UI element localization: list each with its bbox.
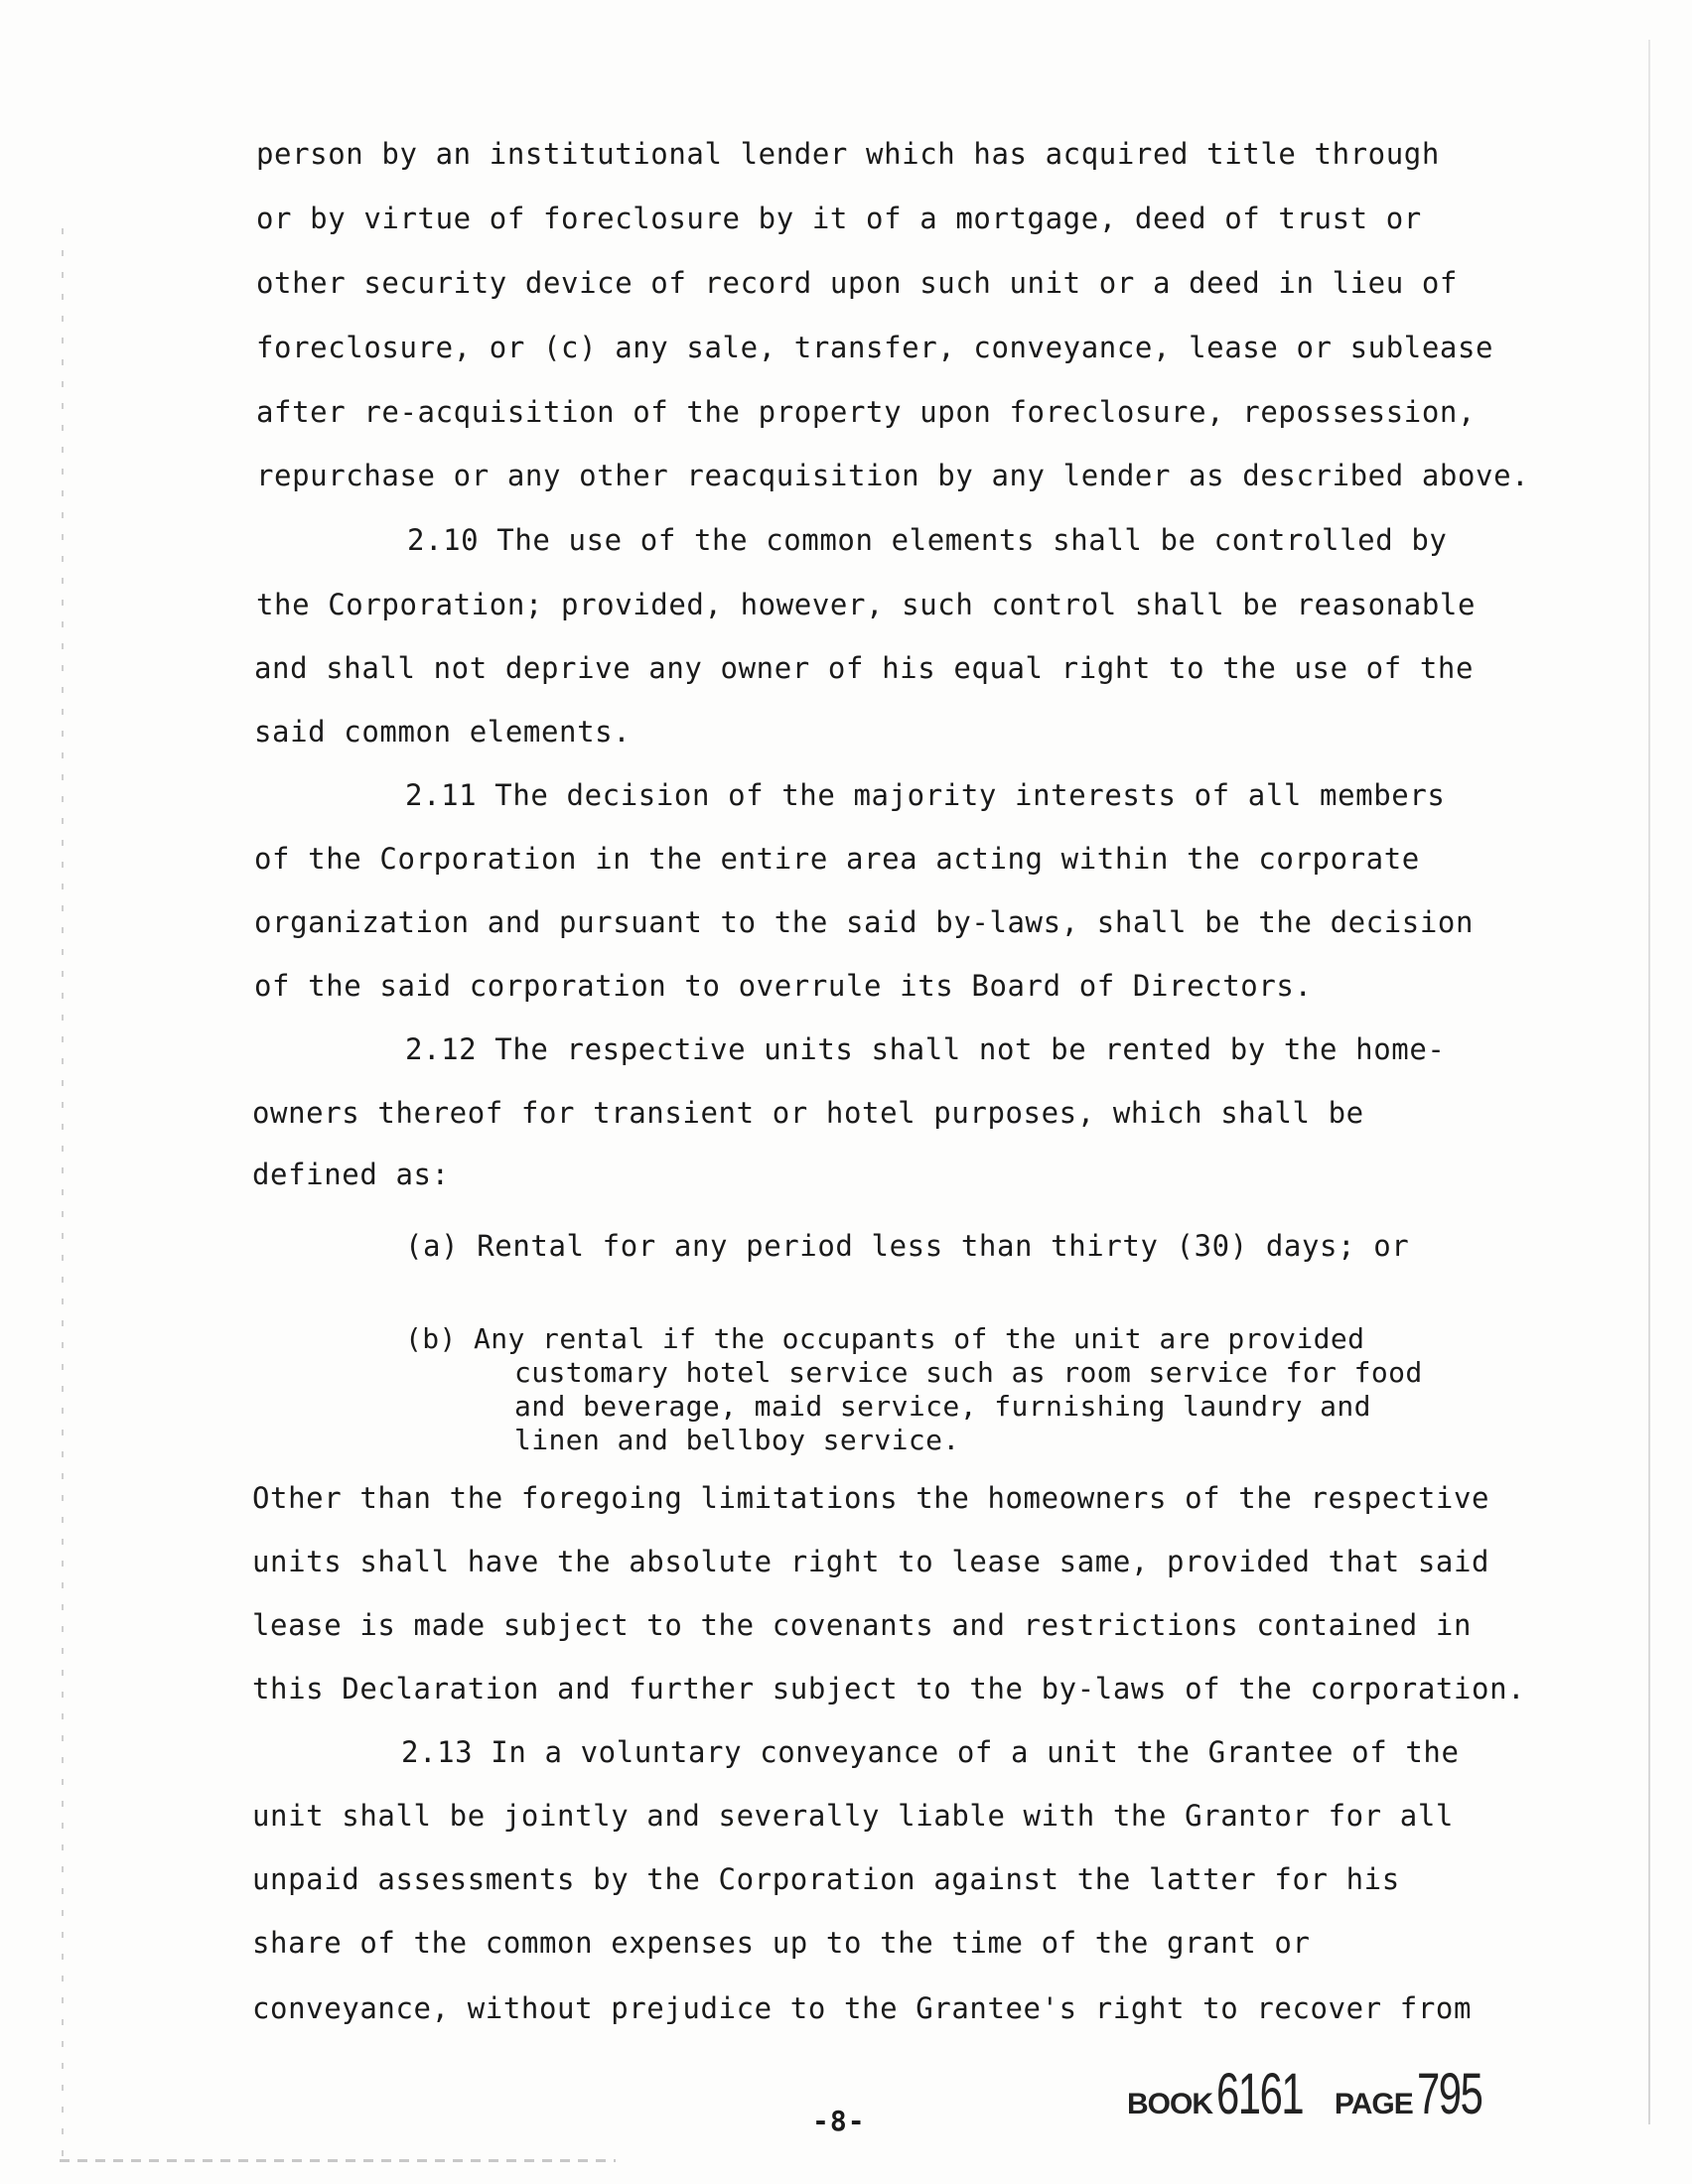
scan-edge-right (1648, 40, 1650, 2124)
stamp-page-label: PAGE (1334, 2088, 1413, 2120)
scan-edge-left (62, 228, 64, 2164)
text-line: this Declaration and further subject to the by-laws of the corporation. (252, 1672, 1526, 1706)
text-line: units shall have the absolute right to lease same, provided that said (252, 1545, 1490, 1578)
text-line: defined as: (252, 1158, 450, 1191)
text-line: foreclosure, or (c) any sale, transfer, conveyance, lease or sublease (256, 331, 1494, 364)
list-item-b-continuation: and beverage, maid service, furnishing laundry and (514, 1390, 1371, 1423)
text-line: person by an institutional lender which has acquired title through (256, 137, 1440, 171)
text-line: organization and pursuant to the said by-laws, shall be the decision (254, 905, 1475, 939)
list-item-b: (b) Any rental if the occupants of the unit are provided (405, 1322, 1365, 1355)
section-2-11-first-line: 2.11 The decision of the majority interests of all members (405, 778, 1446, 812)
list-item-a: (a) Rental for any period less than thirty (30) days; or (405, 1229, 1410, 1263)
section-2-13-first-line: 2.13 In a voluntary conveyance of a unit the Grantee of the (401, 1735, 1460, 1769)
recording-stamp (1127, 2061, 1507, 2127)
stamp-book-number: 6161 (1216, 2062, 1304, 2126)
text-line: unit shall be jointly and severally liable with the Grantor for all (252, 1799, 1454, 1833)
text-line: repurchase or any other reacquisition by any lender as described above. (256, 459, 1530, 492)
text-line: share of the common expenses up to the time of the grant or (252, 1926, 1311, 1960)
text-line: other security device of record upon such unit or a deed in lieu of (256, 266, 1458, 300)
text-line: the Corporation; provided, however, such control shall be reasonable (256, 588, 1477, 621)
list-item-b-continuation: customary hotel service such as room service for food (514, 1356, 1423, 1389)
list-item-b-continuation: linen and bellboy service. (514, 1424, 960, 1456)
text-line: after re-acquisition of the property upon foreclosure, repossession, (256, 395, 1477, 429)
stamp-book-label: BOOK (1127, 2088, 1212, 2120)
text-line: Other than the foregoing limitations the homeowners of the respective (252, 1481, 1490, 1515)
text-line: of the Corporation in the entire area acting within the corporate (254, 842, 1420, 876)
text-line: lease is made subject to the covenants and restrictions contained in (252, 1608, 1473, 1642)
text-line: of the said corporation to overrule its Board of Directors. (254, 969, 1313, 1003)
page-number: -8- (812, 2105, 866, 2137)
section-2-12-first-line: 2.12 The respective units shall not be rented by the home- (405, 1032, 1446, 1066)
text-line: owners thereof for transient or hotel purposes, which shall be (252, 1096, 1364, 1130)
scan-artifact (60, 2159, 616, 2162)
text-line: and shall not deprive any owner of his equal right to the use of the (254, 651, 1475, 685)
section-2-10-first-line: 2.10 The use of the common elements shall be controlled by (407, 523, 1448, 557)
text-line: conveyance, without prejudice to the Grantee's right to recover from (252, 1991, 1473, 2025)
text-line: unpaid assessments by the Corporation against the latter for his (252, 1862, 1400, 1896)
text-line: said common elements. (254, 715, 632, 749)
stamp-page-number: 795 (1417, 2062, 1482, 2126)
text-line: or by virtue of foreclosure by it of a mortgage, deed of trust or (256, 202, 1422, 235)
